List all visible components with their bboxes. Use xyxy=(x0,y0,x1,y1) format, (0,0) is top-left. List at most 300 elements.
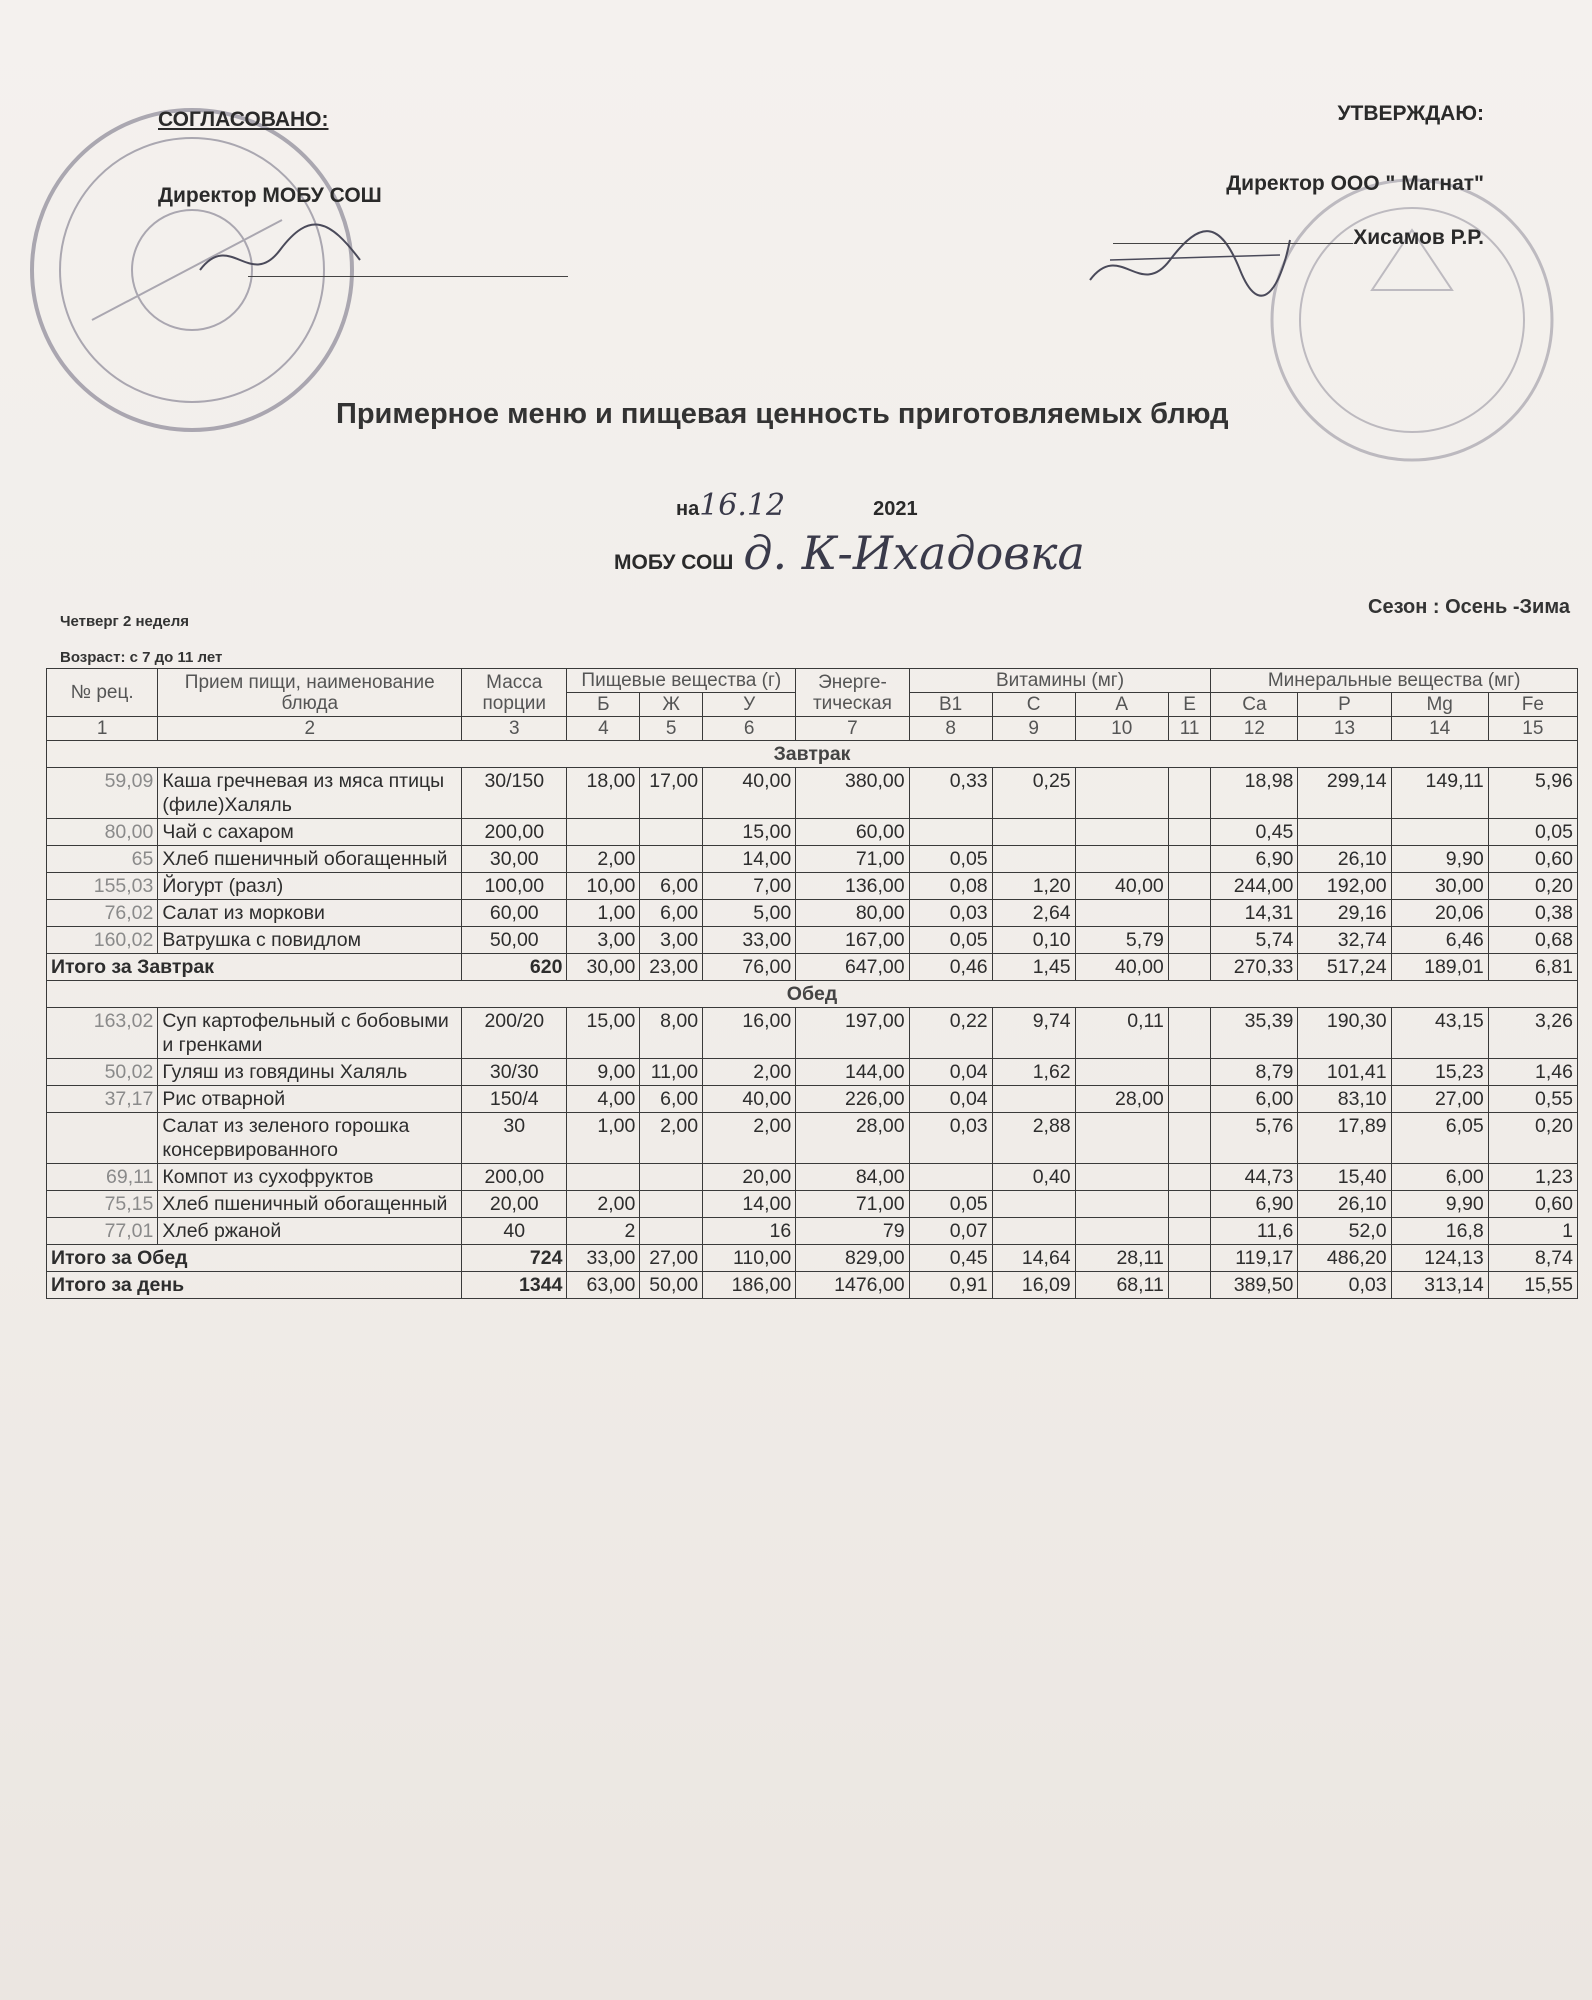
cell-a xyxy=(1075,1218,1168,1245)
index-cell: 13 xyxy=(1298,717,1391,741)
menu-date xyxy=(676,488,918,523)
col-mg: Mg xyxy=(1391,693,1488,717)
cell-e xyxy=(1168,873,1211,900)
cell-mass: 30 xyxy=(462,1113,567,1164)
cell-zh: 2,00 xyxy=(640,1113,703,1164)
cell-fe: 0,60 xyxy=(1488,1191,1577,1218)
cell-ca: 0,45 xyxy=(1211,819,1298,846)
total-fe: 6,81 xyxy=(1488,954,1577,981)
cell-a xyxy=(1075,846,1168,873)
table-row xyxy=(47,1164,1578,1191)
cell-energy: 167,00 xyxy=(796,927,909,954)
cell-e xyxy=(1168,1086,1211,1113)
total-b1: 0,45 xyxy=(909,1245,992,1272)
day-label: Четверг 2 неделя xyxy=(60,613,190,630)
cell-energy: 28,00 xyxy=(796,1113,909,1164)
cell-u: 14,00 xyxy=(703,846,796,873)
cell-name: Хлеб ржаной xyxy=(158,1218,462,1245)
total-u: 186,00 xyxy=(703,1272,796,1299)
cell-code: 69,11 xyxy=(47,1164,158,1191)
cell-a xyxy=(1075,1059,1168,1086)
total-b: 33,00 xyxy=(567,1245,640,1272)
section-title: Обед xyxy=(47,981,1578,1008)
total-a: 28,11 xyxy=(1075,1245,1168,1272)
cell-b: 2,00 xyxy=(567,846,640,873)
cell-mg: 15,23 xyxy=(1391,1059,1488,1086)
cell-c xyxy=(992,1191,1075,1218)
col-rec: № рец. xyxy=(47,669,158,717)
cell-mg: 9,90 xyxy=(1391,846,1488,873)
cell-zh: 17,00 xyxy=(640,768,703,819)
total-label: Итого за Завтрак xyxy=(47,954,462,981)
index-cell: 5 xyxy=(640,717,703,741)
index-row xyxy=(47,717,1578,741)
header-row xyxy=(47,669,1578,693)
table-row xyxy=(47,1008,1578,1059)
index-cell: 2 xyxy=(158,717,462,741)
cell-code: 75,15 xyxy=(47,1191,158,1218)
cell-name: Салат из зеленого горошка консервированного xyxy=(158,1113,462,1164)
cell-u: 2,00 xyxy=(703,1113,796,1164)
cell-mg: 30,00 xyxy=(1391,873,1488,900)
total-c: 1,45 xyxy=(992,954,1075,981)
cell-energy: 197,00 xyxy=(796,1008,909,1059)
signature-line-right xyxy=(1113,243,1353,244)
cell-ca: 5,74 xyxy=(1211,927,1298,954)
age-label: Возраст: с 7 до 11 лет xyxy=(60,649,223,666)
cell-u: 5,00 xyxy=(703,900,796,927)
cell-u: 2,00 xyxy=(703,1059,796,1086)
cell-b: 18,00 xyxy=(567,768,640,819)
cell-e xyxy=(1168,1191,1211,1218)
col-fe: Fe xyxy=(1488,693,1577,717)
cell-zh: 6,00 xyxy=(640,900,703,927)
cell-fe: 3,26 xyxy=(1488,1008,1577,1059)
cell-b1: 0,22 xyxy=(909,1008,992,1059)
total-p: 517,24 xyxy=(1298,954,1391,981)
cell-c: 2,64 xyxy=(992,900,1075,927)
cell-ca: 6,90 xyxy=(1211,846,1298,873)
cell-b1: 0,07 xyxy=(909,1218,992,1245)
cell-a xyxy=(1075,1164,1168,1191)
cell-energy: 226,00 xyxy=(796,1086,909,1113)
cell-ca: 8,79 xyxy=(1211,1059,1298,1086)
cell-mg: 9,90 xyxy=(1391,1191,1488,1218)
cell-mg: 20,06 xyxy=(1391,900,1488,927)
approval-right-block xyxy=(1113,102,1484,250)
cell-b1: 0,04 xyxy=(909,1086,992,1113)
cell-e xyxy=(1168,819,1211,846)
total-b: 63,00 xyxy=(567,1272,640,1299)
cell-b: 2,00 xyxy=(567,1191,640,1218)
cell-p: 192,00 xyxy=(1298,873,1391,900)
table-row xyxy=(47,1059,1578,1086)
total-a: 40,00 xyxy=(1075,954,1168,981)
total-p: 0,03 xyxy=(1298,1272,1391,1299)
meta-left xyxy=(60,604,222,676)
cell-p: 15,40 xyxy=(1298,1164,1391,1191)
cell-mg: 6,46 xyxy=(1391,927,1488,954)
cell-p: 83,10 xyxy=(1298,1086,1391,1113)
total-e xyxy=(1168,1245,1211,1272)
cell-u: 15,00 xyxy=(703,819,796,846)
approval-left-block xyxy=(158,108,382,207)
cell-code: 155,03 xyxy=(47,873,158,900)
cell-ca: 44,73 xyxy=(1211,1164,1298,1191)
index-cell: 6 xyxy=(703,717,796,741)
cell-mg: 27,00 xyxy=(1391,1086,1488,1113)
cell-mass: 60,00 xyxy=(462,900,567,927)
total-ca: 119,17 xyxy=(1211,1245,1298,1272)
cell-code: 163,02 xyxy=(47,1008,158,1059)
cell-p: 26,10 xyxy=(1298,846,1391,873)
cell-b1: 0,03 xyxy=(909,1113,992,1164)
approval-right-name: Хисамов Р.Р. xyxy=(1353,226,1484,249)
total-b1: 0,46 xyxy=(909,954,992,981)
index-cell: 10 xyxy=(1075,717,1168,741)
cell-b1: 0,05 xyxy=(909,1191,992,1218)
cell-c: 2,88 xyxy=(992,1113,1075,1164)
cell-name: Чай с сахаром xyxy=(158,819,462,846)
cell-name: Хлеб пшеничный обогащенный xyxy=(158,1191,462,1218)
total-mg: 124,13 xyxy=(1391,1245,1488,1272)
col-p: P xyxy=(1298,693,1391,717)
cell-b1 xyxy=(909,1164,992,1191)
cell-fe: 5,96 xyxy=(1488,768,1577,819)
index-cell: 3 xyxy=(462,717,567,741)
cell-ca: 5,76 xyxy=(1211,1113,1298,1164)
cell-ca: 11,6 xyxy=(1211,1218,1298,1245)
index-cell: 9 xyxy=(992,717,1075,741)
cell-zh: 3,00 xyxy=(640,927,703,954)
table-row xyxy=(47,1191,1578,1218)
cell-zh: 11,00 xyxy=(640,1059,703,1086)
cell-ca: 6,90 xyxy=(1211,1191,1298,1218)
cell-fe: 0,60 xyxy=(1488,846,1577,873)
table-row xyxy=(47,819,1578,846)
cell-fe: 1,46 xyxy=(1488,1059,1577,1086)
index-cell: 14 xyxy=(1391,717,1488,741)
school-label: МОБУ СОШ xyxy=(614,551,734,574)
cell-u: 40,00 xyxy=(703,1086,796,1113)
cell-e xyxy=(1168,900,1211,927)
cell-ca: 6,00 xyxy=(1211,1086,1298,1113)
cell-zh: 8,00 xyxy=(640,1008,703,1059)
total-mg: 313,14 xyxy=(1391,1272,1488,1299)
col-energy: Энерге-тическая xyxy=(796,669,909,717)
cell-b1: 0,03 xyxy=(909,900,992,927)
total-mass: 724 xyxy=(462,1245,567,1272)
col-b1: B1 xyxy=(909,693,992,717)
cell-b1: 0,08 xyxy=(909,873,992,900)
cell-name: Ватрушка с повидлом xyxy=(158,927,462,954)
cell-b: 2 xyxy=(567,1218,640,1245)
col-mass: Масса порции xyxy=(462,669,567,717)
table-row xyxy=(47,927,1578,954)
cell-a: 40,00 xyxy=(1075,873,1168,900)
cell-name: Компот из сухофруктов xyxy=(158,1164,462,1191)
cell-fe: 0,05 xyxy=(1488,819,1577,846)
cell-c xyxy=(992,846,1075,873)
cell-b1 xyxy=(909,819,992,846)
cell-p: 190,30 xyxy=(1298,1008,1391,1059)
cell-mass: 40 xyxy=(462,1218,567,1245)
cell-p: 52,0 xyxy=(1298,1218,1391,1245)
cell-energy: 144,00 xyxy=(796,1059,909,1086)
cell-p: 29,16 xyxy=(1298,900,1391,927)
cell-fe: 1 xyxy=(1488,1218,1577,1245)
cell-u: 14,00 xyxy=(703,1191,796,1218)
cell-code: 160,02 xyxy=(47,927,158,954)
cell-zh xyxy=(640,1218,703,1245)
cell-b: 15,00 xyxy=(567,1008,640,1059)
cell-mg: 16,8 xyxy=(1391,1218,1488,1245)
table-row xyxy=(47,1086,1578,1113)
cell-b1: 0,04 xyxy=(909,1059,992,1086)
cell-zh xyxy=(640,819,703,846)
index-cell: 11 xyxy=(1168,717,1211,741)
col-nutrients: Пищевые вещества (г) xyxy=(567,669,796,693)
cell-c: 9,74 xyxy=(992,1008,1075,1059)
date-prefix: на xyxy=(676,498,700,520)
total-label: Итого за день xyxy=(47,1272,462,1299)
cell-name: Хлеб пшеничный обогащенный xyxy=(158,846,462,873)
cell-c: 0,25 xyxy=(992,768,1075,819)
cell-mass: 20,00 xyxy=(462,1191,567,1218)
signature-line-left xyxy=(248,276,568,277)
cell-c: 0,40 xyxy=(992,1164,1075,1191)
cell-b: 3,00 xyxy=(567,927,640,954)
cell-a xyxy=(1075,819,1168,846)
cell-ca: 35,39 xyxy=(1211,1008,1298,1059)
col-minerals: Минеральные вещества (мг) xyxy=(1211,669,1578,693)
approval-right-role: Директор ООО " Магнат" xyxy=(1226,172,1484,195)
cell-energy: 60,00 xyxy=(796,819,909,846)
cell-name: Салат из моркови xyxy=(158,900,462,927)
cell-zh xyxy=(640,846,703,873)
approval-left-label: СОГЛАСОВАНО: xyxy=(158,108,329,131)
index-cell: 7 xyxy=(796,717,909,741)
cell-a xyxy=(1075,1191,1168,1218)
signature-left xyxy=(180,210,380,300)
cell-mass: 30/150 xyxy=(462,768,567,819)
cell-c xyxy=(992,1218,1075,1245)
approval-right-label: УТВЕРЖДАЮ: xyxy=(1337,102,1484,125)
cell-ca: 18,98 xyxy=(1211,768,1298,819)
cell-zh: 6,00 xyxy=(640,1086,703,1113)
col-dish: Прием пищи, наименование блюда xyxy=(158,669,462,717)
total-energy: 1476,00 xyxy=(796,1272,909,1299)
table-row xyxy=(47,846,1578,873)
cell-code: 80,00 xyxy=(47,819,158,846)
menu-table-body xyxy=(47,741,1578,1299)
cell-b xyxy=(567,819,640,846)
total-zh: 27,00 xyxy=(640,1245,703,1272)
cell-e xyxy=(1168,927,1211,954)
cell-code: 37,17 xyxy=(47,1086,158,1113)
cell-e xyxy=(1168,846,1211,873)
cell-mg: 6,05 xyxy=(1391,1113,1488,1164)
cell-energy: 84,00 xyxy=(796,1164,909,1191)
cell-name: Суп картофельный с бобовыми и гренками xyxy=(158,1008,462,1059)
col-ca: Ca xyxy=(1211,693,1298,717)
total-e xyxy=(1168,954,1211,981)
cell-mass: 150/4 xyxy=(462,1086,567,1113)
total-ca: 389,50 xyxy=(1211,1272,1298,1299)
cell-mg: 43,15 xyxy=(1391,1008,1488,1059)
cell-c: 1,20 xyxy=(992,873,1075,900)
cell-b: 1,00 xyxy=(567,1113,640,1164)
cell-a xyxy=(1075,900,1168,927)
total-row xyxy=(47,1272,1578,1299)
cell-p: 26,10 xyxy=(1298,1191,1391,1218)
cell-u: 20,00 xyxy=(703,1164,796,1191)
cell-mass: 200/20 xyxy=(462,1008,567,1059)
total-zh: 23,00 xyxy=(640,954,703,981)
table-row xyxy=(47,873,1578,900)
cell-p: 32,74 xyxy=(1298,927,1391,954)
col-c: C xyxy=(992,693,1075,717)
section-row xyxy=(47,981,1578,1008)
cell-p: 101,41 xyxy=(1298,1059,1391,1086)
approval-right-signature xyxy=(1113,226,1484,250)
cell-ca: 14,31 xyxy=(1211,900,1298,927)
section-row xyxy=(47,741,1578,768)
cell-name: Гуляш из говядины Халяль xyxy=(158,1059,462,1086)
cell-b: 4,00 xyxy=(567,1086,640,1113)
cell-a: 5,79 xyxy=(1075,927,1168,954)
cell-fe: 1,23 xyxy=(1488,1164,1577,1191)
cell-b1: 0,05 xyxy=(909,927,992,954)
cell-energy: 71,00 xyxy=(796,846,909,873)
total-fe: 8,74 xyxy=(1488,1245,1577,1272)
col-u: У xyxy=(703,693,796,717)
col-e: E xyxy=(1168,693,1211,717)
total-row xyxy=(47,1245,1578,1272)
cell-p: 17,89 xyxy=(1298,1113,1391,1164)
table-row xyxy=(47,1218,1578,1245)
cell-mass: 100,00 xyxy=(462,873,567,900)
col-vitamins: Витамины (мг) xyxy=(909,669,1211,693)
cell-u: 16,00 xyxy=(703,1008,796,1059)
cell-energy: 80,00 xyxy=(796,900,909,927)
total-e xyxy=(1168,1272,1211,1299)
total-label: Итого за Обед xyxy=(47,1245,462,1272)
total-b1: 0,91 xyxy=(909,1272,992,1299)
cell-c: 0,10 xyxy=(992,927,1075,954)
cell-mass: 200,00 xyxy=(462,1164,567,1191)
total-mg: 189,01 xyxy=(1391,954,1488,981)
total-c: 16,09 xyxy=(992,1272,1075,1299)
total-a: 68,11 xyxy=(1075,1272,1168,1299)
cell-mass: 50,00 xyxy=(462,927,567,954)
cell-b1: 0,33 xyxy=(909,768,992,819)
index-cell: 8 xyxy=(909,717,992,741)
cell-energy: 71,00 xyxy=(796,1191,909,1218)
menu-table xyxy=(46,668,1578,1299)
cell-zh xyxy=(640,1164,703,1191)
cell-a: 0,11 xyxy=(1075,1008,1168,1059)
date-handwritten: 16.12 xyxy=(699,488,786,523)
cell-energy: 79 xyxy=(796,1218,909,1245)
cell-name: Рис отварной xyxy=(158,1086,462,1113)
cell-u: 40,00 xyxy=(703,768,796,819)
cell-code: 65 xyxy=(47,846,158,873)
season-label: Сезон : Осень -Зима xyxy=(1368,596,1570,618)
table-row xyxy=(47,900,1578,927)
cell-mass: 30,00 xyxy=(462,846,567,873)
date-year: 2021 xyxy=(873,498,918,520)
cell-e xyxy=(1168,1059,1211,1086)
cell-b1: 0,05 xyxy=(909,846,992,873)
cell-energy: 380,00 xyxy=(796,768,909,819)
cell-e xyxy=(1168,768,1211,819)
approval-left-role: Директор МОБУ СОШ xyxy=(158,184,382,207)
total-energy: 829,00 xyxy=(796,1245,909,1272)
cell-energy: 136,00 xyxy=(796,873,909,900)
cell-e xyxy=(1168,1164,1211,1191)
total-energy: 647,00 xyxy=(796,954,909,981)
cell-code: 50,02 xyxy=(47,1059,158,1086)
cell-fe: 0,20 xyxy=(1488,1113,1577,1164)
school-line xyxy=(614,526,1085,580)
cell-a xyxy=(1075,768,1168,819)
cell-code: 77,01 xyxy=(47,1218,158,1245)
cell-p xyxy=(1298,819,1391,846)
document-title: Примерное меню и пищевая ценность приготовляемых блюд xyxy=(336,398,1229,430)
cell-mass: 200,00 xyxy=(462,819,567,846)
index-cell: 12 xyxy=(1211,717,1298,741)
cell-c xyxy=(992,819,1075,846)
cell-u: 16 xyxy=(703,1218,796,1245)
cell-code: 76,02 xyxy=(47,900,158,927)
total-fe: 15,55 xyxy=(1488,1272,1577,1299)
table-row xyxy=(47,1113,1578,1164)
total-u: 110,00 xyxy=(703,1245,796,1272)
index-cell: 4 xyxy=(567,717,640,741)
cell-b: 1,00 xyxy=(567,900,640,927)
cell-mg: 6,00 xyxy=(1391,1164,1488,1191)
cell-a xyxy=(1075,1113,1168,1164)
cell-fe: 0,55 xyxy=(1488,1086,1577,1113)
cell-p: 299,14 xyxy=(1298,768,1391,819)
cell-u: 33,00 xyxy=(703,927,796,954)
cell-zh: 6,00 xyxy=(640,873,703,900)
cell-fe: 0,20 xyxy=(1488,873,1577,900)
cell-a: 28,00 xyxy=(1075,1086,1168,1113)
cell-b xyxy=(567,1164,640,1191)
cell-fe: 0,38 xyxy=(1488,900,1577,927)
cell-name: Каша гречневая из мяса птицы (филе)Халяль xyxy=(158,768,462,819)
total-mass: 620 xyxy=(462,954,567,981)
cell-code xyxy=(47,1113,158,1164)
total-ca: 270,33 xyxy=(1211,954,1298,981)
cell-b: 10,00 xyxy=(567,873,640,900)
cell-c xyxy=(992,1086,1075,1113)
section-title: Завтрак xyxy=(47,741,1578,768)
total-zh: 50,00 xyxy=(640,1272,703,1299)
total-u: 76,00 xyxy=(703,954,796,981)
cell-e xyxy=(1168,1113,1211,1164)
cell-fe: 0,68 xyxy=(1488,927,1577,954)
table-row xyxy=(47,768,1578,819)
school-handwritten: д. К-Ихадовка xyxy=(743,526,1085,580)
total-p: 486,20 xyxy=(1298,1245,1391,1272)
cell-code: 59,09 xyxy=(47,768,158,819)
total-row xyxy=(47,954,1578,981)
col-a: A xyxy=(1075,693,1168,717)
total-b: 30,00 xyxy=(567,954,640,981)
